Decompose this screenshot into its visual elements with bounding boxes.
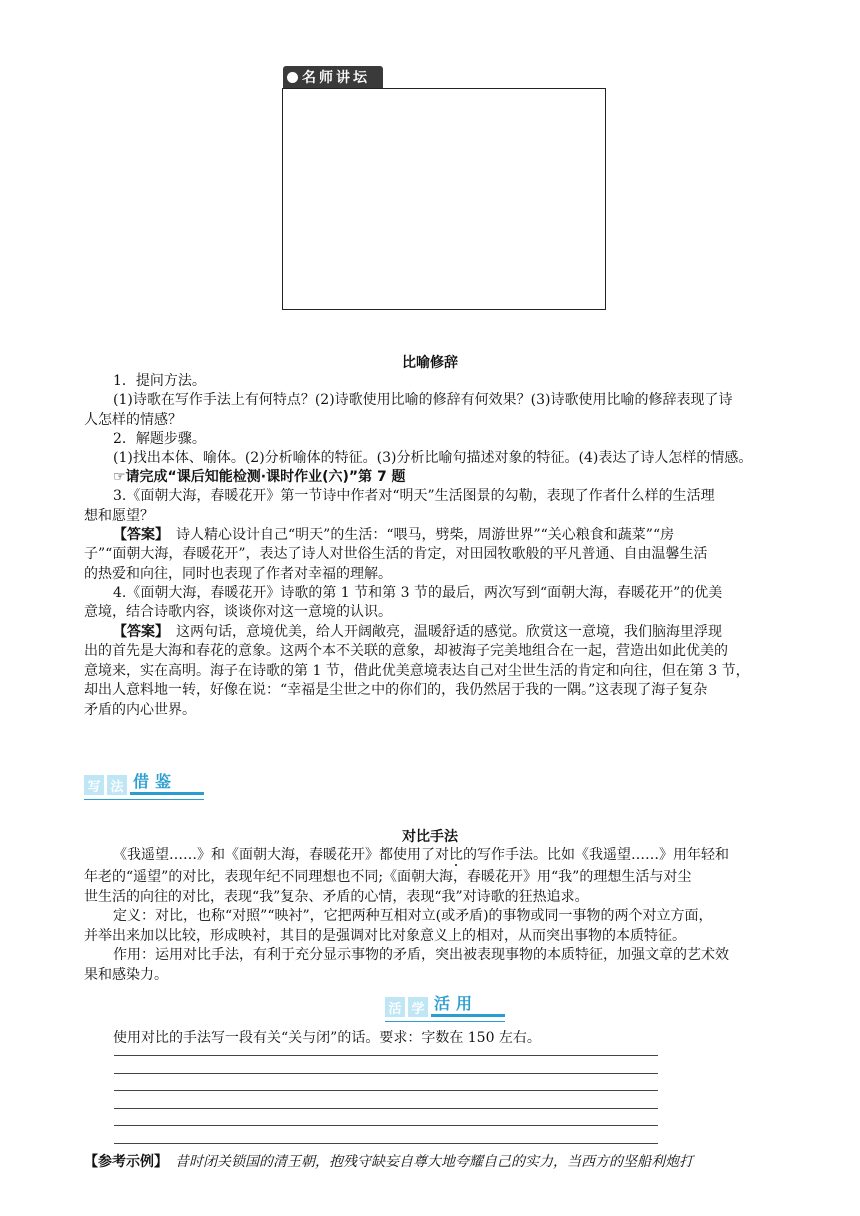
text-line: (1)诗歌在写作手法上有何特点？(2)诗歌使用比喻的修辞有何效果？(3)诗歌使用比喻的修辞表现了诗 bbox=[113, 392, 733, 408]
answer-blank-line[interactable] bbox=[114, 1125, 658, 1126]
text-line: 想和愿望？ bbox=[84, 508, 154, 524]
section-title: 比喻修辞 bbox=[402, 355, 458, 371]
assignment-link[interactable]: ☞请完成“课后知能检测·课时作业(六)”第 7 题 bbox=[113, 469, 406, 485]
text-line: 却出人意料地一转，好像在说：“幸福是尘世之中的你们的，我仍然居于我的一隅。”这表现了海子复杂 bbox=[84, 682, 708, 698]
text-line: 世生活的向往的对比，表现“我”复杂、矛盾的心情，表现“我”对诗歌的狂热追求。 bbox=[84, 889, 589, 905]
section-tag-label: 名师讲坛 bbox=[302, 70, 370, 86]
text-line: 《我遥望……》和《面朝大海，春暖花开》都使用了对比的写作手法。比如《我遥望……》用年轻和 bbox=[113, 847, 729, 863]
answer-label: 【答案】 bbox=[113, 624, 162, 640]
effect-line: 作用：运用对比手法，有利于充分显示事物的矛盾，突出被表现事物的本质特征，加强文章的艺术效 bbox=[113, 947, 729, 963]
section-title: 对比手法 bbox=[402, 829, 458, 845]
text-line: 果和感染力。 bbox=[84, 967, 168, 983]
text-line: 意境，结合诗歌内容，谈谈你对这一意境的认识。 bbox=[84, 604, 392, 620]
question-3: 3.《面朝大海，春暖花开》第一节诗中作者对“明天”生活图景的勾勒，表现了作者什么样的生活理 bbox=[113, 488, 715, 504]
reference-label: 【参考示例】 bbox=[84, 1154, 161, 1170]
section-tag bbox=[283, 66, 383, 88]
text-line: 年老的“遥望”的对比，表现年纪不同理想也不同;《面朝大海，春暖花开》用“我”的理想生活与对尘 bbox=[84, 869, 692, 885]
answer-blank-line[interactable] bbox=[114, 1143, 658, 1144]
answer-blank-line[interactable] bbox=[114, 1055, 658, 1056]
text-line: 并举出来加以比较，形成映衬，其目的是强调对比对象意义上的相对，从而突出事物的本质特征。 bbox=[84, 928, 686, 944]
bullet-icon bbox=[287, 72, 298, 83]
section-banner-writing: 写 法 借 鉴 bbox=[84, 769, 204, 795]
text-line: 的热爱和向往，同时也表现了作者对幸福的理解。 bbox=[84, 566, 392, 582]
text-line: 意境来，实在高明。海子在诗歌的第 1 节，借此优美意境表达自己对尘世生活的肯定和向往，但在第 3 节， bbox=[84, 663, 750, 679]
answer-blank-line[interactable] bbox=[114, 1090, 658, 1091]
exercise-prompt: 使用对比的手法写一段有关“关与闭”的话。要求：字数在 150 左右。 bbox=[113, 1030, 541, 1046]
section-banner-practice: 活 学 活 用 bbox=[385, 991, 505, 1017]
text-line: 人怎样的情感？ bbox=[84, 412, 182, 428]
answer-line: 【答案】 诗人精心设计自己“明天”的生活：“喂马，劈柴，周游世界”“关心粮食和蔬菜”“房 bbox=[113, 527, 675, 543]
text-line: 矛盾的内心世界。 bbox=[84, 702, 196, 718]
answer-blank-line[interactable] bbox=[114, 1108, 658, 1109]
text-line: 子”“面朝大海，春暖花开”，表达了诗人对世俗生活的肯定，对田园牧歌般的平凡普通、自由温馨生活 bbox=[84, 546, 708, 562]
definition-line: 定义：对比，也称“对照”“映衬”，它把两种互相对立(或矛盾)的事物或同一事物的两个对立方面， bbox=[113, 908, 713, 924]
text-line: 2．解题步骤。 bbox=[113, 431, 206, 447]
text-line: (1)找出本体、喻体。(2)分析喻体的特征。(3)分析比喻句描述对象的特征。(4)表达了诗人怎样的情感。 bbox=[113, 450, 753, 466]
text-line: 1．提问方法。 bbox=[113, 373, 206, 389]
answer-label: 【答案】 bbox=[113, 527, 162, 543]
video-frame bbox=[282, 88, 606, 310]
question-4: 4.《面朝大海，春暖花开》诗歌的第 1 节和第 3 节的最后，两次写到“面朝大海，春暖花开”的优美 bbox=[113, 585, 723, 601]
text-line: 出的首先是大海和春花的意象。这两个本不关联的意象，却被海子完美地组合在一起，营造出如此优美的 bbox=[84, 643, 728, 659]
reference-example: 【参考示例】 昔时闭关锁国的清王朝，抱残守缺妄自尊大地夸耀自己的实力，当西方的坚船利炮打 bbox=[84, 1154, 693, 1170]
answer-blank-line[interactable] bbox=[114, 1073, 658, 1074]
answer-line: 【答案】 这两句话，意境优美，给人开阔敞亮，温暖舒适的感觉。欣赏这一意境，我们脑海里浮现 bbox=[113, 624, 722, 640]
